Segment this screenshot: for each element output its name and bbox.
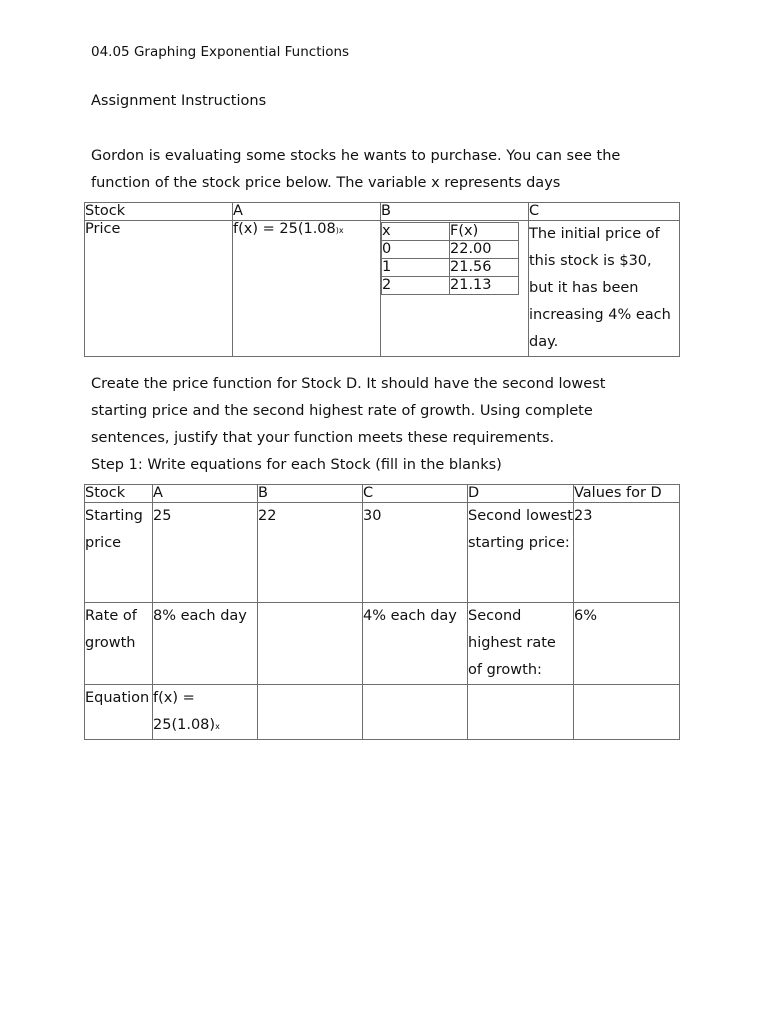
stock-b-cell bbox=[381, 221, 529, 357]
table-header-cell: Values for D bbox=[574, 485, 680, 503]
stock-a-function bbox=[233, 221, 381, 357]
table-cell: 8% each day bbox=[153, 603, 258, 685]
task-line: starting price and the second highest rate of growth. Using complete bbox=[91, 403, 593, 419]
intro-line: Gordon is evaluating some stocks he wants to purchase. You can see the bbox=[91, 148, 621, 164]
intro-paragraph bbox=[91, 143, 681, 197]
table-header-cell: B bbox=[258, 485, 363, 503]
table-row bbox=[85, 503, 680, 603]
table-header-cell: C bbox=[529, 203, 680, 221]
row-label: Price bbox=[85, 221, 233, 357]
course-title: 04.05 Graphing Exponential Functions bbox=[91, 44, 350, 60]
table-cell: 21.13 bbox=[450, 277, 519, 295]
stock-b-values-table bbox=[381, 222, 519, 295]
table-row bbox=[85, 221, 680, 357]
table-cell bbox=[468, 685, 574, 740]
task-line: sentences, justify that your function meets these requirements. bbox=[91, 430, 555, 446]
table-header-cell: A bbox=[153, 485, 258, 503]
task-paragraph bbox=[91, 371, 681, 479]
function-text: f(x) = 25(1.08) bbox=[153, 690, 216, 733]
table-header-cell: C bbox=[363, 485, 468, 503]
table-cell: 21.56 bbox=[450, 259, 519, 277]
table-row bbox=[382, 241, 519, 259]
table-cell: 25 bbox=[153, 503, 258, 603]
row-label: Rate of growth bbox=[85, 603, 153, 685]
stock-price-table bbox=[84, 202, 680, 357]
table-cell bbox=[258, 603, 363, 685]
table-cell: 30 bbox=[363, 503, 468, 603]
table-header-cell: B bbox=[381, 203, 529, 221]
table-cell bbox=[258, 685, 363, 740]
table-cell bbox=[363, 685, 468, 740]
table-header-row bbox=[85, 485, 680, 503]
table-row bbox=[85, 603, 680, 685]
table-cell: 22.00 bbox=[450, 241, 519, 259]
table-header-cell: x bbox=[382, 223, 450, 241]
task-line: Create the price function for Stock D. It should have the second lowest bbox=[91, 376, 606, 392]
table-cell: 23 bbox=[574, 503, 680, 603]
table-row bbox=[85, 685, 680, 740]
equations-table bbox=[84, 484, 680, 740]
function-exponent: x bbox=[215, 722, 220, 731]
table-row bbox=[382, 277, 519, 295]
table-cell bbox=[574, 685, 680, 740]
table-header-row bbox=[85, 203, 680, 221]
table-row bbox=[382, 259, 519, 277]
table-header-row bbox=[382, 223, 519, 241]
table-cell: 22 bbox=[258, 503, 363, 603]
instructions-heading: Assignment Instructions bbox=[91, 93, 267, 109]
table-cell: 2 bbox=[382, 277, 450, 295]
step-1-heading: Step 1: Write equations for each Stock (fill in the blanks) bbox=[91, 457, 502, 473]
table-header-cell: D bbox=[468, 485, 574, 503]
table-header-cell: Stock bbox=[85, 485, 153, 503]
intro-line: function of the stock price below. The variable x represents days bbox=[91, 175, 561, 191]
stock-c-description: The initial price of this stock is $30, but it has been increasing 4% each day. bbox=[529, 221, 680, 357]
table-cell: Second lowest starting price: bbox=[468, 503, 574, 603]
table-cell: Second highest rate of growth: bbox=[468, 603, 574, 685]
table-cell: 4% each day bbox=[363, 603, 468, 685]
function-exponent: )x bbox=[335, 226, 344, 235]
table-header-cell: A bbox=[233, 203, 381, 221]
table-cell: 1 bbox=[382, 259, 450, 277]
table-header-cell: F(x) bbox=[450, 223, 519, 241]
table-cell: 0 bbox=[382, 241, 450, 259]
row-label: Starting price bbox=[85, 503, 153, 603]
table-header-cell: Stock bbox=[85, 203, 233, 221]
row-label: Equation bbox=[85, 685, 153, 740]
function-text: f(x) = 25(1.08 bbox=[233, 221, 336, 237]
table-cell bbox=[153, 685, 258, 740]
table-cell: 6% bbox=[574, 603, 680, 685]
